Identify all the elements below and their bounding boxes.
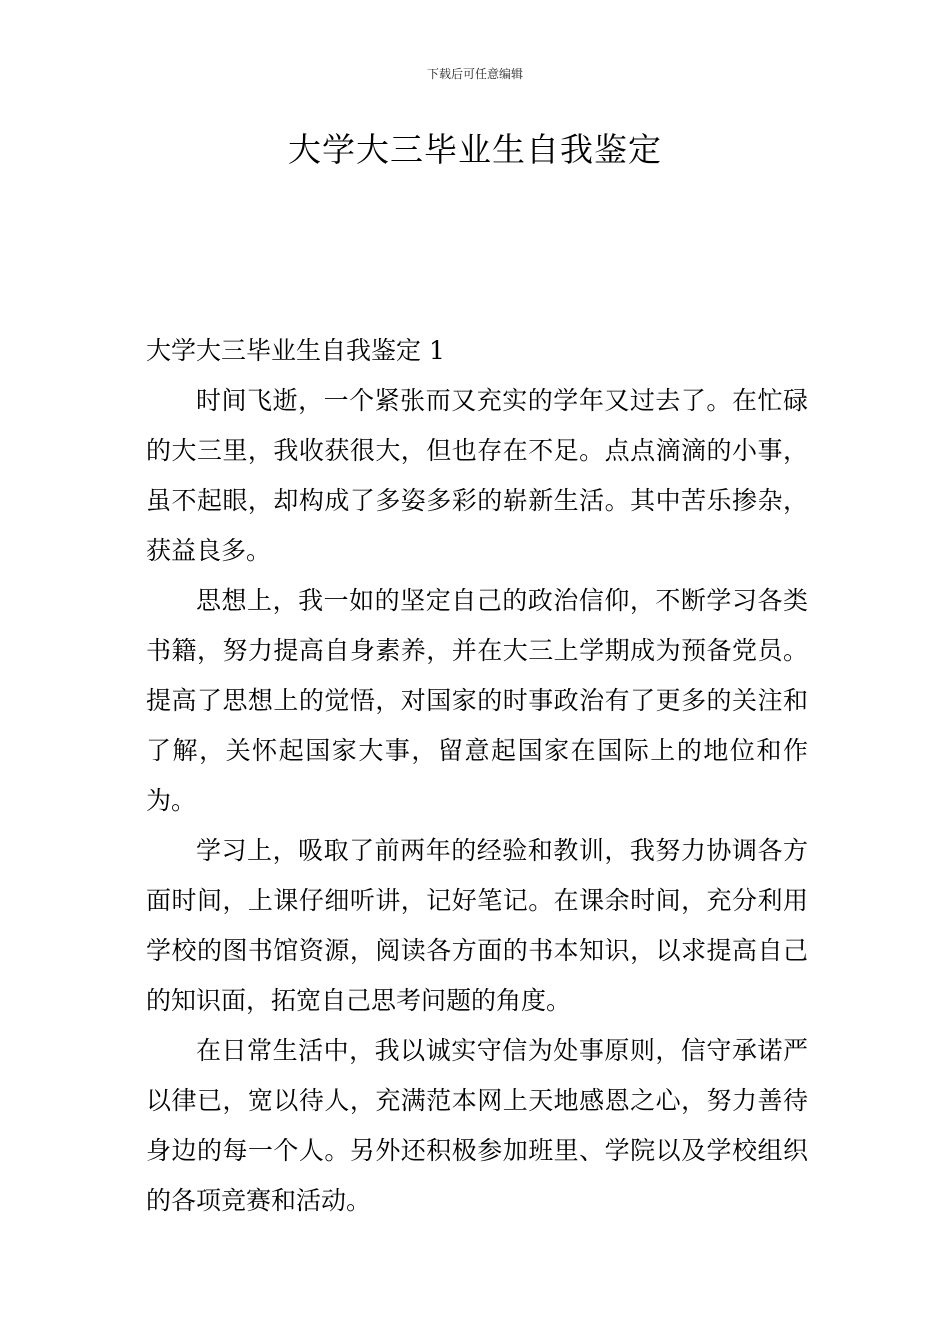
document-title: 大学大三毕业生自我鉴定 [288,130,662,169]
paragraph-study: 学习上，吸取了前两年的经验和教训，我努力协调各方面时间，上课仔细听讲，记好笔记。在课余时间，充分利用学校的图书馆资源，阅读各方面的书本知识，以求提高自己的知识面，拓宽自己思考问题的角度。 [146,836,808,1015]
document-body [146,326,808,1226]
paragraph-intro: 时间飞逝，一个紧张而又充实的学年又过去了。在忙碌的大三里，我收获很大，但也存在不足。点点滴滴的小事，虽不起眼，却构成了多姿多彩的崭新生活。其中苦乐掺杂，获益良多。 [146,386,808,565]
paragraph-thought: 思想上，我一如的坚定自己的政治信仰，不断学习各类书籍，努力提高自身素养，并在大三上学期成为预备党员。提高了思想上的觉悟，对国家的时事政治有了更多的关注和了解，关怀起国家大事，留意起国家在国际上的地位和作为。 [146,586,808,815]
paragraph-daily-life: 在日常生活中，我以诚实守信为处事原则，信守承诺严以律已，宽以待人，充满范本网上天地感恩之心，努力善待身边的每一个人。另外还积极参加班里、学院以及学校组织的各项竞赛和活动。 [146,1036,808,1215]
section-heading: 大学大三毕业生自我鉴定 1 [146,336,445,365]
header-note: 下载后可任意编辑 [426,67,523,81]
